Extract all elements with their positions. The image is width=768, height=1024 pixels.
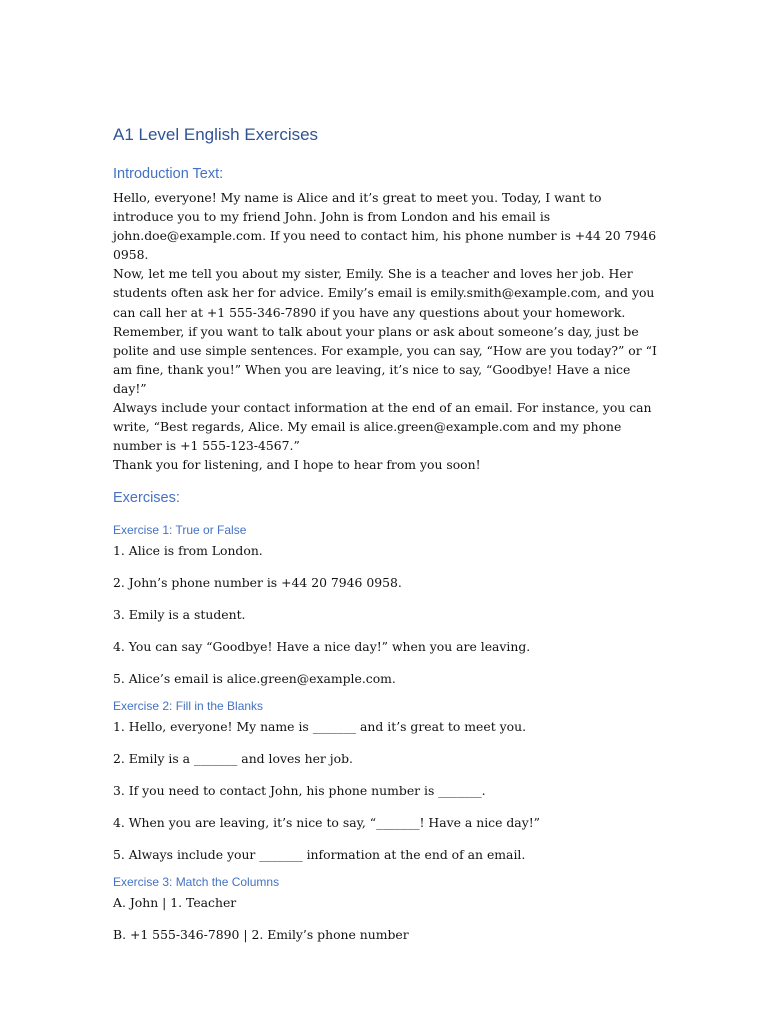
exercise-item: A. John | 1. Teacher	[113, 895, 237, 911]
document-page	[113, 124, 658, 954]
exercise-item: 3. Emily is a student.	[113, 607, 246, 623]
exercise-1-section	[113, 522, 658, 688]
intro-paragraph: Always include your contact information at the end of an email. For instance, you can write, “Best regards, Alice. My email is alice.green@example.com and my phone number is +1 555-123-4567.”	[113, 400, 652, 454]
introduction-heading: Introduction Text:	[113, 166, 224, 182]
intro-paragraph: Remember, if you want to talk about your plans or ask about someone’s day, just be polite and use simple sentences. For example, you can say, “How are you today?” or “I am fine, thank you!” When you are leaving, it’s nice to say, “Goodbye! Have a nice day!”	[113, 323, 657, 396]
exercise-item: 5. Alice’s email is alice.green@example.com.	[113, 671, 396, 687]
exercise-item: 2. John’s phone number is +44 20 7946 0958.	[113, 575, 402, 591]
exercise-item: 4. When you are leaving, it’s nice to say, “_______! Have a nice day!”	[113, 815, 541, 831]
intro-paragraph: Thank you for listening, and I hope to hear from you soon!	[113, 457, 481, 473]
exercise-2-section	[113, 698, 658, 864]
exercises-heading: Exercises:	[113, 490, 180, 507]
exercise-3-heading: Exercise 3: Match the Columns	[113, 875, 280, 890]
document-title: A1 Level English Exercises	[113, 125, 319, 144]
exercise-item: 1. Alice is from London.	[113, 543, 263, 559]
exercise-3-section	[113, 874, 658, 944]
introduction-section	[113, 164, 658, 474]
intro-paragraph: Now, let me tell you about my sister, Emily. She is a teacher and loves her job. Her students often ask her for advice. Emily’s email is emily.smith@example.com, and you can call her at +1 555-346-7890 if you have any questions about your homework.	[113, 266, 655, 320]
exercise-item: B. +1 555-346-7890 | 2. Emily’s phone number	[113, 927, 409, 943]
exercise-item: 2. Emily is a _______ and loves her job.	[113, 751, 353, 767]
intro-paragraph: Hello, everyone! My name is Alice and it’s great to meet you. Today, I want to introduce you to my friend John. John is from London and his email is john.doe@example.com. If you need to contact him, his phone number is +44 20 7946 0958.	[113, 190, 657, 263]
exercise-item: 1. Hello, everyone! My name is _______ and it’s great to meet you.	[113, 719, 527, 735]
exercise-2-heading: Exercise 2: Fill in the Blanks	[113, 699, 264, 714]
exercise-item: 3. If you need to contact John, his phone number is _______.	[113, 783, 486, 799]
exercise-item: 4. You can say “Goodbye! Have a nice day!” when you are leaving.	[113, 639, 531, 655]
exercise-item: 5. Always include your _______ information at the end of an email.	[113, 847, 526, 863]
exercise-1-heading: Exercise 1: True or False	[113, 523, 247, 538]
